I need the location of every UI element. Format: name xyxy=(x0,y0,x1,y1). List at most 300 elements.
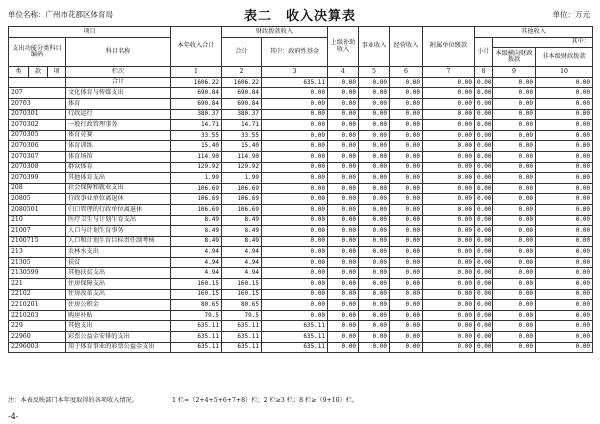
value-cell: 0.00 xyxy=(493,300,536,311)
value-cell: 0.00 xyxy=(475,257,493,268)
value-cell: 0.00 xyxy=(475,151,493,162)
value-cell: 8.49 xyxy=(222,236,262,247)
value-cell: 0.00 xyxy=(390,226,423,237)
subject-name-cell: 用于体育事业的彩票公益金支出 xyxy=(66,342,171,353)
subject-name-cell: 医疗卫生与计划生育支出 xyxy=(66,215,171,226)
value-cell: 0.00 xyxy=(423,247,475,258)
value-cell: 0.00 xyxy=(328,310,359,321)
value-cell: 0.00 xyxy=(475,321,493,332)
value-cell: 14.71 xyxy=(222,120,262,131)
table-row xyxy=(9,342,593,353)
value-cell: 0.00 xyxy=(390,109,423,120)
col-number: 6 xyxy=(390,67,423,78)
value-cell: 106.69 xyxy=(222,183,262,194)
function-code-cell: 20703 xyxy=(9,98,66,109)
value-cell: 0.00 xyxy=(423,300,475,311)
table-row xyxy=(9,332,593,343)
table-row xyxy=(9,120,593,131)
subject-name-cell: 住房公积金 xyxy=(66,300,171,311)
value-cell: 0.00 xyxy=(262,300,328,311)
value-cell: 0.00 xyxy=(328,173,359,184)
value-cell: 0.00 xyxy=(475,289,493,300)
value-cell: 635.11 xyxy=(171,321,222,332)
subject-name-cell: 彩票公益金安排的支出 xyxy=(66,332,171,343)
value-cell: 0.00 xyxy=(328,141,359,152)
value-cell: 690.84 xyxy=(171,98,222,109)
value-cell: 33.55 xyxy=(222,130,262,141)
value-cell: 0.00 xyxy=(328,215,359,226)
col-number: 4 xyxy=(328,67,359,78)
footer-note: 注：本表反映部门本年度取得的各项收入情况。 xyxy=(8,397,138,404)
value-cell: 0.00 xyxy=(359,310,390,321)
value-cell: 635.11 xyxy=(222,342,262,353)
lei-header: 类 xyxy=(9,67,29,78)
value-cell: 4.94 xyxy=(222,247,262,258)
function-code-cell: 2070307 xyxy=(9,151,66,162)
value-cell: 0.00 xyxy=(536,162,593,173)
value-cell: 0.00 xyxy=(328,289,359,300)
value-cell: 0.00 xyxy=(423,183,475,194)
value-cell: 0.00 xyxy=(536,247,593,258)
value-cell: 0.00 xyxy=(423,332,475,343)
value-cell: 0.00 xyxy=(475,342,493,353)
value-cell: 0.00 xyxy=(423,236,475,247)
value-cell: 160.15 xyxy=(171,279,222,290)
value-cell: 0.00 xyxy=(423,151,475,162)
value-cell: 0.00 xyxy=(475,141,493,152)
value-cell: 0.00 xyxy=(493,247,536,258)
value-cell: 0.00 xyxy=(493,236,536,247)
value-cell: 0.00 xyxy=(328,342,359,353)
value-cell: 0.00 xyxy=(536,173,593,184)
value-cell: 0.00 xyxy=(359,88,390,99)
table-row xyxy=(9,321,593,332)
income-table xyxy=(8,26,593,353)
value-cell: 8.49 xyxy=(222,215,262,226)
value-cell: 0.00 xyxy=(390,151,423,162)
value-cell: 4.94 xyxy=(222,257,262,268)
value-cell: 1.99 xyxy=(222,173,262,184)
value-cell: 129.92 xyxy=(222,162,262,173)
fiscal-total-header: 合计 xyxy=(222,37,262,67)
value-cell: 635.11 xyxy=(222,332,262,343)
value-cell: 0.00 xyxy=(359,98,390,109)
value-cell: 0.00 xyxy=(262,162,328,173)
total-income-header: 本年收入合计 xyxy=(171,27,222,67)
value-cell: 0.00 xyxy=(475,162,493,173)
table-body xyxy=(9,88,593,353)
value-cell: 0.00 xyxy=(423,98,475,109)
value-cell: 0.00 xyxy=(359,215,390,226)
value-cell: 0.00 xyxy=(475,130,493,141)
value-cell: 0.00 xyxy=(359,268,390,279)
value-cell: 0.00 xyxy=(423,88,475,99)
subject-name-cell: 体育训练 xyxy=(66,141,171,152)
total-cell: 635.11 xyxy=(262,77,328,88)
value-cell: 0.00 xyxy=(536,332,593,343)
value-cell: 0.00 xyxy=(262,88,328,99)
value-cell: 0.00 xyxy=(536,279,593,290)
value-cell: 0.00 xyxy=(475,332,493,343)
fiscal-group-header: 财政拨款收入 xyxy=(222,27,328,38)
value-cell: 0.00 xyxy=(493,130,536,141)
value-cell: 8.49 xyxy=(171,226,222,237)
function-code-cell: 21007 xyxy=(9,226,66,237)
total-cell: 0.00 xyxy=(359,77,390,88)
subject-name-cell: 住房保障支出 xyxy=(66,279,171,290)
value-cell: 0.00 xyxy=(390,321,423,332)
table-row xyxy=(9,226,593,237)
function-code-cell: 20805 xyxy=(9,194,66,205)
money-unit-label: 单位：万元 xyxy=(552,10,590,19)
value-cell: 0.00 xyxy=(328,98,359,109)
value-cell: 79.5 xyxy=(171,310,222,321)
value-cell: 0.00 xyxy=(262,173,328,184)
name-header: 科目名称 xyxy=(66,37,171,67)
value-cell: 0.00 xyxy=(328,194,359,205)
value-cell: 8.49 xyxy=(171,236,222,247)
value-cell: 0.00 xyxy=(328,321,359,332)
value-cell: 0.00 xyxy=(493,342,536,353)
value-cell: 0.00 xyxy=(475,215,493,226)
value-cell: 0.00 xyxy=(536,215,593,226)
value-cell: 0.00 xyxy=(262,130,328,141)
subject-name-cell: 其他体育支出 xyxy=(66,173,171,184)
value-cell: 0.00 xyxy=(390,257,423,268)
value-cell: 0.00 xyxy=(262,98,328,109)
table-row xyxy=(9,183,593,194)
value-cell: 0.00 xyxy=(262,120,328,131)
value-cell: 0.00 xyxy=(536,257,593,268)
value-cell: 0.00 xyxy=(536,226,593,237)
unit-name-label: 单位名称：广州市花都区体育局 xyxy=(8,10,113,19)
value-cell: 0.00 xyxy=(536,204,593,215)
value-cell: 0.00 xyxy=(390,247,423,258)
value-cell: 0.00 xyxy=(390,98,423,109)
value-cell: 0.00 xyxy=(359,109,390,120)
value-cell: 0.00 xyxy=(475,194,493,205)
xiang-header: 项 xyxy=(48,67,66,78)
value-cell: 0.00 xyxy=(390,300,423,311)
table-row xyxy=(9,173,593,184)
operating-income-header: 经营收入 xyxy=(390,27,423,67)
value-cell: 0.00 xyxy=(536,151,593,162)
value-cell: 0.00 xyxy=(423,226,475,237)
subject-name-cell: 文化体育与传媒支出 xyxy=(66,88,171,99)
table-row xyxy=(9,151,593,162)
value-cell: 0.00 xyxy=(328,109,359,120)
value-cell: 0.00 xyxy=(493,310,536,321)
value-cell: 0.00 xyxy=(262,310,328,321)
value-cell: 0.00 xyxy=(536,342,593,353)
value-cell: 0.00 xyxy=(262,257,328,268)
function-code-cell: 22102 xyxy=(9,289,66,300)
value-cell: 0.00 xyxy=(390,173,423,184)
other-among-header: 其中： xyxy=(493,37,593,48)
function-code-cell: 22960 xyxy=(9,332,66,343)
value-cell: 0.00 xyxy=(262,247,328,258)
table-row xyxy=(9,215,593,226)
value-cell: 0.00 xyxy=(359,289,390,300)
value-cell: 0.00 xyxy=(359,342,390,353)
value-cell: 0.00 xyxy=(493,141,536,152)
value-cell: 0.00 xyxy=(536,120,593,131)
value-cell: 0.00 xyxy=(493,88,536,99)
value-cell: 106.69 xyxy=(222,204,262,215)
value-cell: 0.00 xyxy=(359,300,390,311)
col-number: 3 xyxy=(262,67,328,78)
value-cell: 0.00 xyxy=(475,109,493,120)
value-cell: 0.00 xyxy=(328,300,359,311)
value-cell: 380.37 xyxy=(222,109,262,120)
subject-name-cell: 人口和计划生育目标责任制考核 xyxy=(66,236,171,247)
value-cell: 0.00 xyxy=(475,268,493,279)
value-cell: 0.00 xyxy=(423,289,475,300)
subject-name-cell: 住房改革支出 xyxy=(66,289,171,300)
value-cell: 0.00 xyxy=(359,332,390,343)
value-cell: 4.94 xyxy=(171,257,222,268)
value-cell: 0.00 xyxy=(328,332,359,343)
value-cell: 635.11 xyxy=(262,321,328,332)
value-cell: 106.69 xyxy=(171,194,222,205)
value-cell: 0.00 xyxy=(328,120,359,131)
function-code-cell: 2210201 xyxy=(9,300,66,311)
page-title: 表二 收入决算表 xyxy=(243,9,356,24)
table-row xyxy=(9,310,593,321)
col-number: 1 xyxy=(171,67,222,78)
col-number: 9 xyxy=(493,67,536,78)
subject-name-cell: 购房补贴 xyxy=(66,310,171,321)
value-cell: 0.00 xyxy=(493,194,536,205)
col-number: 7 xyxy=(423,67,475,78)
value-cell: 0.00 xyxy=(328,247,359,258)
value-cell: 0.00 xyxy=(359,162,390,173)
value-cell: 0.00 xyxy=(390,268,423,279)
subject-name-cell: 行政事业单位离退休 xyxy=(66,194,171,205)
value-cell: 0.00 xyxy=(493,183,536,194)
value-cell: 0.00 xyxy=(423,130,475,141)
value-cell: 0.00 xyxy=(390,183,423,194)
value-cell: 106.69 xyxy=(171,204,222,215)
value-cell: 0.00 xyxy=(475,120,493,131)
function-code-cell: 2130599 xyxy=(9,268,66,279)
total-cell: 0.00 xyxy=(475,77,493,88)
value-cell: 0.00 xyxy=(475,88,493,99)
business-income-header: 事业收入 xyxy=(359,27,390,67)
value-cell: 0.00 xyxy=(359,120,390,131)
function-code-cell: 2296003 xyxy=(9,342,66,353)
total-cell: 1606.22 xyxy=(222,77,262,88)
table-row xyxy=(9,109,593,120)
subject-name-cell: 一般行政管理事务 xyxy=(66,120,171,131)
value-cell: 0.00 xyxy=(475,247,493,258)
value-cell: 106.69 xyxy=(171,183,222,194)
value-cell: 0.00 xyxy=(423,279,475,290)
function-code-cell: 2070308 xyxy=(9,162,66,173)
value-cell: 0.00 xyxy=(493,204,536,215)
subject-name-cell: 体育 xyxy=(66,98,171,109)
value-cell: 0.00 xyxy=(493,173,536,184)
value-cell: 8.49 xyxy=(222,226,262,237)
value-cell: 0.00 xyxy=(328,279,359,290)
value-cell: 80.65 xyxy=(222,300,262,311)
value-cell: 0.00 xyxy=(493,151,536,162)
value-cell: 0.00 xyxy=(262,215,328,226)
col-number: 8 xyxy=(475,67,493,78)
value-cell: 160.15 xyxy=(222,279,262,290)
value-cell: 635.11 xyxy=(262,342,328,353)
value-cell: 0.00 xyxy=(423,342,475,353)
value-cell: 0.00 xyxy=(536,321,593,332)
value-cell: 160.15 xyxy=(222,289,262,300)
value-cell: 690.84 xyxy=(171,88,222,99)
value-cell: 0.00 xyxy=(475,236,493,247)
value-cell: 0.00 xyxy=(262,151,328,162)
value-cell: 33.55 xyxy=(171,130,222,141)
value-cell: 0.00 xyxy=(536,130,593,141)
value-cell: 0.00 xyxy=(536,300,593,311)
total-cell: 0.00 xyxy=(423,77,475,88)
value-cell: 0.00 xyxy=(390,120,423,131)
value-cell: 160.15 xyxy=(171,289,222,300)
affiliated-income-header: 附属单位缴款 xyxy=(423,27,475,67)
other-group-header: 其他收入 xyxy=(475,27,593,38)
table-row xyxy=(9,162,593,173)
value-cell: 380.37 xyxy=(171,109,222,120)
table-row xyxy=(9,257,593,268)
value-cell: 0.00 xyxy=(423,173,475,184)
value-cell: 0.00 xyxy=(536,183,593,194)
subject-name-cell: 其他扶贫支出 xyxy=(66,268,171,279)
value-cell: 0.00 xyxy=(423,215,475,226)
value-cell: 0.00 xyxy=(493,98,536,109)
value-cell: 0.00 xyxy=(359,226,390,237)
value-cell: 0.00 xyxy=(359,321,390,332)
value-cell: 0.00 xyxy=(262,204,328,215)
function-code-cell: 2070301 xyxy=(9,109,66,120)
value-cell: 0.00 xyxy=(423,109,475,120)
value-cell: 0.00 xyxy=(359,173,390,184)
value-cell: 0.00 xyxy=(536,109,593,120)
value-cell: 0.00 xyxy=(262,141,328,152)
total-cell: 0.00 xyxy=(390,77,423,88)
value-cell: 0.00 xyxy=(328,268,359,279)
value-cell: 14.71 xyxy=(171,120,222,131)
total-cell: 0.00 xyxy=(493,77,536,88)
value-cell: 0.00 xyxy=(390,236,423,247)
project-header: 项目 xyxy=(9,27,171,38)
table-row xyxy=(9,88,593,99)
value-cell: 114.90 xyxy=(222,151,262,162)
value-cell: 0.00 xyxy=(423,268,475,279)
value-cell: 8.49 xyxy=(171,215,222,226)
function-code-cell: 207 xyxy=(9,88,66,99)
value-cell: 0.00 xyxy=(475,279,493,290)
subject-name-cell: 农林水支出 xyxy=(66,247,171,258)
value-cell: 0.00 xyxy=(262,236,328,247)
value-cell: 0.00 xyxy=(262,183,328,194)
value-cell: 0.00 xyxy=(536,88,593,99)
table-row xyxy=(9,289,593,300)
total-row-label: 合计 xyxy=(66,77,171,88)
subject-name-cell: 体育场馆 xyxy=(66,151,171,162)
table-row xyxy=(9,141,593,152)
value-cell: 0.00 xyxy=(493,215,536,226)
function-code-cell: 2070302 xyxy=(9,120,66,131)
value-cell: 4.94 xyxy=(171,268,222,279)
subject-name-cell: 行政运行 xyxy=(66,109,171,120)
value-cell: 635.11 xyxy=(171,332,222,343)
value-cell: 0.00 xyxy=(359,279,390,290)
value-cell: 0.00 xyxy=(475,183,493,194)
value-cell: 635.11 xyxy=(171,342,222,353)
kuan-header: 款 xyxy=(29,67,48,78)
value-cell: 0.00 xyxy=(536,141,593,152)
other-horizontal-header: 本级横向财政拨款 xyxy=(493,48,536,67)
value-cell: 0.00 xyxy=(493,120,536,131)
value-cell: 0.00 xyxy=(536,98,593,109)
subject-name-cell: 社会保障和就业支出 xyxy=(66,183,171,194)
value-cell: 0.00 xyxy=(493,332,536,343)
total-cell: 0.00 xyxy=(536,77,593,88)
footer-formula: 1 栏=（2+4+5+6+7+8）栏；2 栏≥3 栏；8 栏≥（9+10）栏。 xyxy=(172,397,359,404)
value-cell: 80.65 xyxy=(171,300,222,311)
value-cell: 0.00 xyxy=(493,289,536,300)
value-cell: 0.00 xyxy=(493,279,536,290)
subject-name-cell: 人口与计划生育事务 xyxy=(66,226,171,237)
higher-sub-header: 上级补助收入 xyxy=(328,27,359,67)
total-cell: 1606.22 xyxy=(171,77,222,88)
value-cell: 0.00 xyxy=(359,247,390,258)
col-number: 10 xyxy=(536,67,593,78)
page-number: -4- xyxy=(8,412,19,421)
value-cell: 0.00 xyxy=(262,194,328,205)
table-row xyxy=(9,247,593,258)
value-cell: 1.99 xyxy=(171,173,222,184)
table-row xyxy=(9,194,593,205)
value-cell: 106.69 xyxy=(222,194,262,205)
function-code-cell: 2080501 xyxy=(9,204,66,215)
function-code-cell: 221 xyxy=(9,279,66,290)
fiscal-gov-fund-header: 其中：政府性基金 xyxy=(262,37,328,67)
value-cell: 0.00 xyxy=(328,151,359,162)
subject-name-cell: 扶贫 xyxy=(66,257,171,268)
subject-name-cell: 其他支出 xyxy=(66,321,171,332)
function-code-cell: 2100715 xyxy=(9,236,66,247)
value-cell: 0.00 xyxy=(536,236,593,247)
function-code-cell: 229 xyxy=(9,321,66,332)
function-code-cell: 208 xyxy=(9,183,66,194)
value-cell: 4.94 xyxy=(171,247,222,258)
value-cell: 0.00 xyxy=(475,204,493,215)
subject-name-cell: 归口管理的行政单位离退休 xyxy=(66,204,171,215)
table-row xyxy=(9,204,593,215)
value-cell: 0.00 xyxy=(328,226,359,237)
value-cell: 0.00 xyxy=(475,98,493,109)
value-cell: 0.00 xyxy=(423,194,475,205)
value-cell: 0.00 xyxy=(423,257,475,268)
value-cell: 0.00 xyxy=(390,332,423,343)
value-cell: 15.40 xyxy=(222,141,262,152)
value-cell: 129.92 xyxy=(171,162,222,173)
value-cell: 0.00 xyxy=(493,162,536,173)
table-row xyxy=(9,130,593,141)
value-cell: 0.00 xyxy=(262,268,328,279)
value-cell: 0.00 xyxy=(475,226,493,237)
value-cell: 0.00 xyxy=(328,183,359,194)
col-number: 5 xyxy=(359,67,390,78)
value-cell: 0.00 xyxy=(423,141,475,152)
